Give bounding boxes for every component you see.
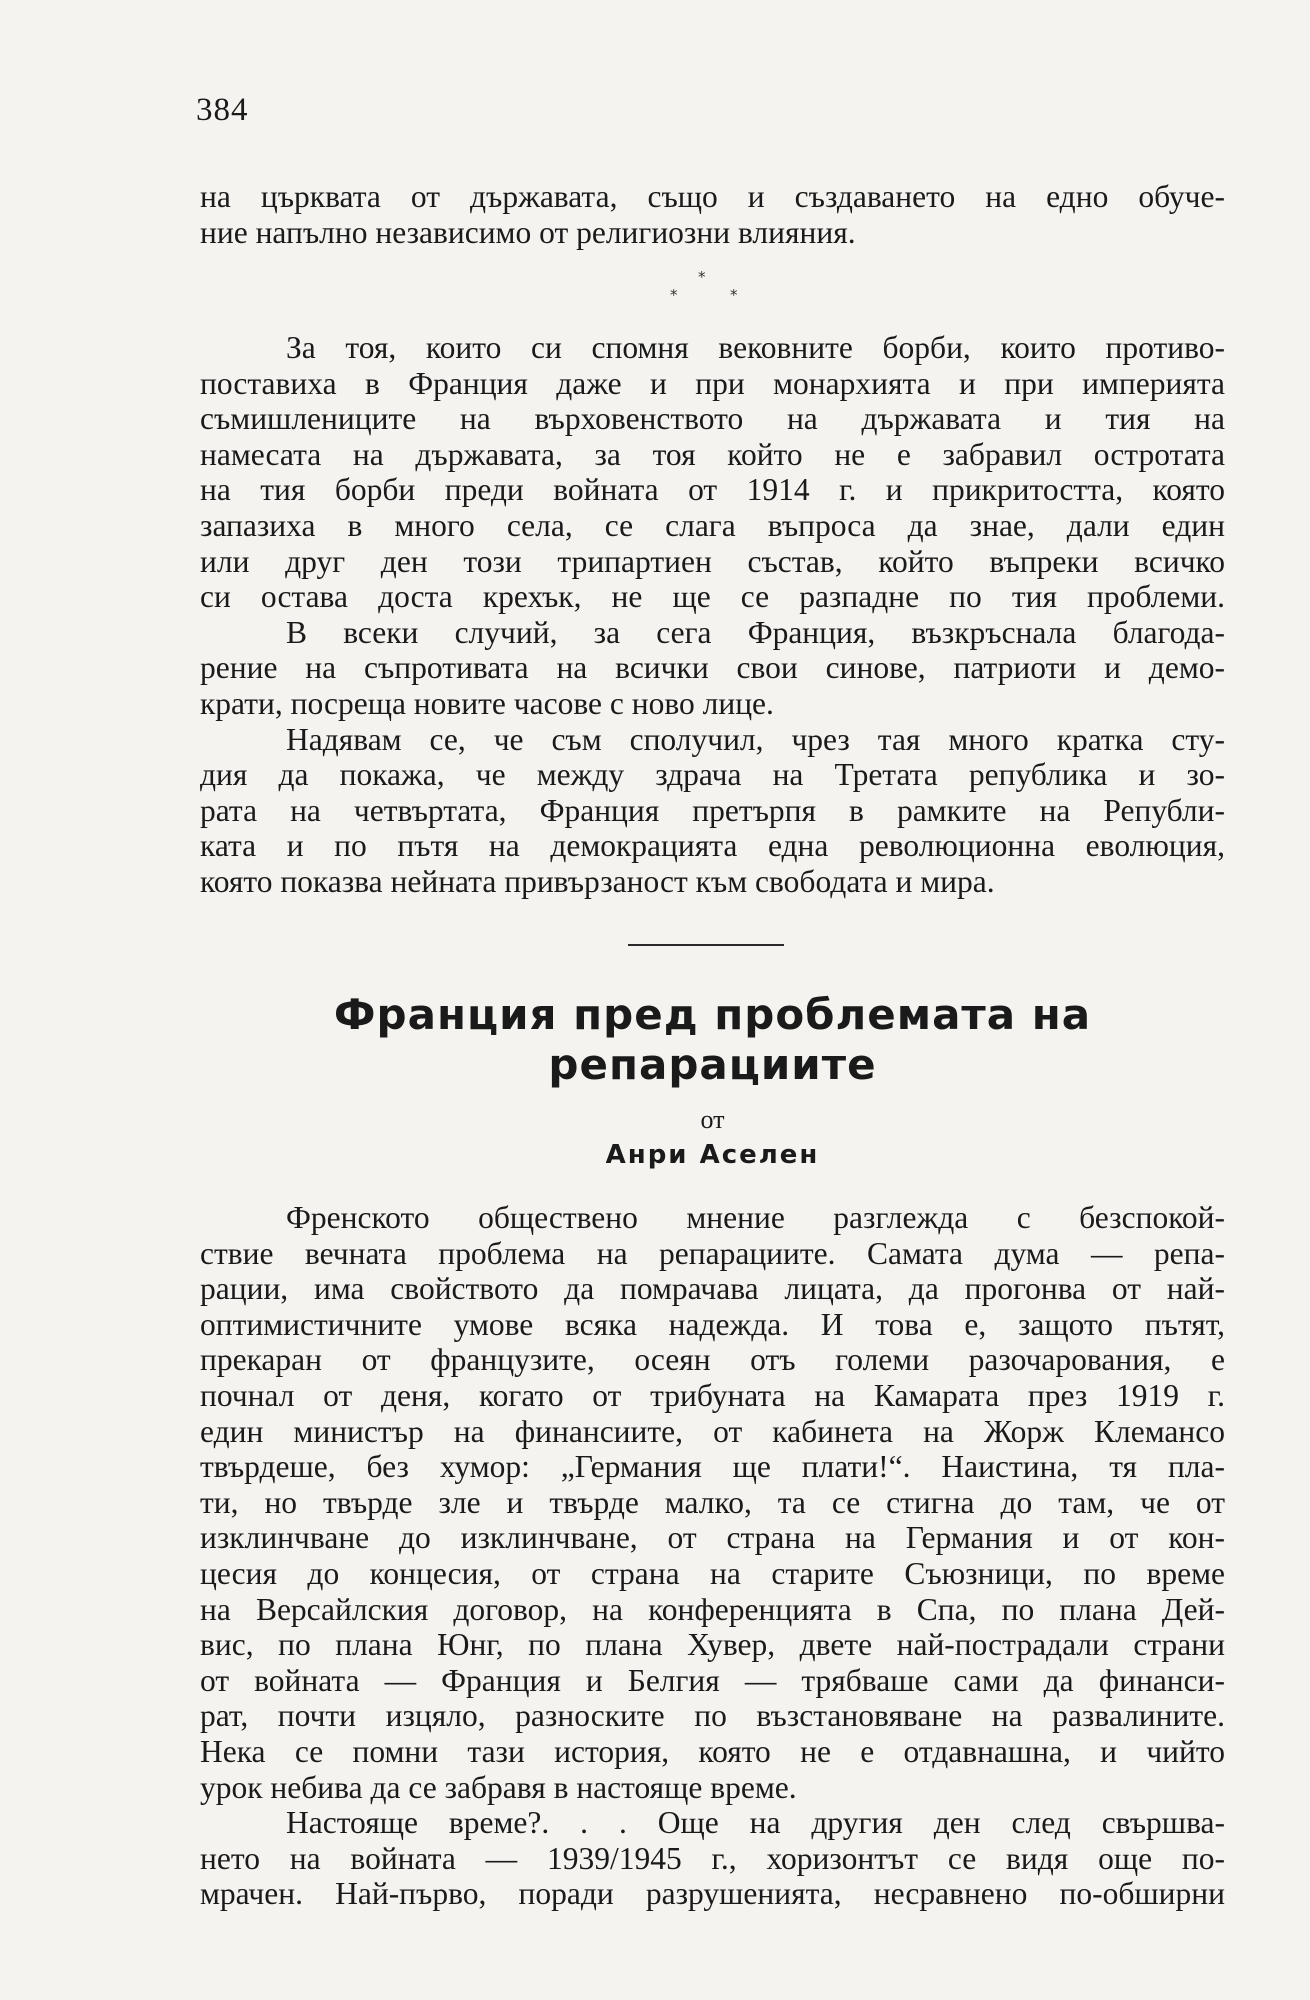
page-number: 384 [196, 92, 249, 128]
text-line: дия да покажа, че между здрача на Третата република и зо- [200, 757, 1225, 793]
text-line: В всеки случий, за сега Франция, възкръснала благода- [286, 614, 1225, 650]
paragraph [200, 1200, 1225, 1805]
text-line: рение на съпротивата на всички свои синове, патриоти и демо- [200, 650, 1225, 686]
byline-preposition: от [700, 1105, 725, 1134]
text-line: си остава доста крехък, не ще се разпадне по тия проблеми. [200, 579, 1225, 615]
text-line: Надявам се, че съм сполучил, чрез тая много кратка сту- [286, 721, 1225, 757]
text-line: ти, но твърде зле и твърде малко, та се стигна до там, че от [200, 1484, 1225, 1520]
article-title-line: репарациите [548, 1040, 877, 1089]
text-line: За тоя, които си спомня вековните борби, които противо- [286, 330, 1225, 365]
article-body [200, 1200, 1225, 1912]
continued-paragraph [200, 179, 1225, 250]
closing-section [200, 330, 1225, 900]
text-line: един министър на финансиите, от кабинета на Жорж Клемансо [200, 1413, 1225, 1449]
text-line: от войната — Франция и Белгия — трябваше сами да финанси- [200, 1662, 1225, 1698]
text-line: прекаран от французите, осеян отъ големи разочарования, е [200, 1342, 1225, 1378]
text-line: твърдеше, без хумор: „Германия ще плати!“. Наистина, тя пла- [200, 1449, 1225, 1485]
text-line: мрачен. Най-първо, поради разрушенията, несравнено по-обширни [200, 1876, 1225, 1912]
text-line: на Версайлския договор, на конференцията в Спа, по плана Дей- [200, 1591, 1225, 1627]
paragraph [200, 615, 1225, 722]
article-title-line: Франция пред проблемата на [333, 990, 1092, 1039]
text-line: нето на войната — 1939/1945 г., хоризонтът се видя още по- [200, 1840, 1225, 1876]
text-line: оптимистичните умове всяка надежда. И това е, защото пътят, [200, 1306, 1225, 1342]
text-line: изклинчване до изклинчване, от страна на Германия и от кон- [200, 1520, 1225, 1556]
text-line: урок небива да се забравя в настояще време. [200, 1769, 797, 1805]
text-line: Френското обществено мнение разглежда с безспокой- [286, 1200, 1225, 1235]
star-glyph: * [730, 286, 738, 304]
text-line: или друг ден този трипартиен състав, който въпреки всичко [200, 543, 1225, 579]
text-line: ствие вечната проблема на репарациите. Самата дума — репа- [200, 1235, 1225, 1271]
paragraph [200, 330, 1225, 615]
text-line: запазиха в много села, се слага въпроса да знае, дали един [200, 507, 1225, 543]
text-line: която показва нейната привързаност към свободата и мира. [200, 863, 995, 899]
text-line: вис, по плана Юнг, по плана Хувер, двете най-пострадали страни [200, 1627, 1225, 1663]
text-line: рат, почти изцяло, разноските по възстановяване на развалините. [200, 1698, 1225, 1734]
text-line: поставиха в Франция даже и при монархията и при империята [200, 365, 1225, 401]
text-line: Нека се помни тази история, която не е отдавнашна, и чийто [200, 1733, 1225, 1769]
text-line: на църквата от държавата, също и създаването на едно обуче- [200, 179, 1225, 214]
paragraph [200, 1805, 1225, 1912]
text-line: рации, има свойството да помрачава лицата, да прогонва от най- [200, 1271, 1225, 1307]
paragraph [200, 722, 1225, 900]
text-line: Настояще време?. . . Още на другия ден след свършва- [286, 1805, 1225, 1841]
text-line: намесата на държавата, за тоя който не е забравил остротата [200, 436, 1225, 472]
text-line: цесия до концесия, от страна на старите Съюзници, по време [200, 1555, 1225, 1591]
star-glyph: * [670, 286, 678, 304]
text-line: съмишлениците на върховенството на държавата и тия на [200, 401, 1225, 437]
text-line: ката и по пътя на демокрацията една революционна еволюция, [200, 828, 1225, 864]
author-name: Анри Аселен [605, 1140, 820, 1170]
section-divider [628, 944, 784, 946]
text-line: рата на четвъртата, Франция претърпя в рамките на Републи- [200, 792, 1225, 828]
text-line: крати, посреща новите часове с ново лице. [200, 685, 774, 721]
text-line: почнал от деня, когато от трибуната на Камарата през 1919 г. [200, 1377, 1225, 1413]
star-glyph: * [698, 268, 706, 286]
text-line: на тия борби преди войната от 1914 г. и прикритостта, която [200, 472, 1225, 508]
section-separator-stars [640, 268, 760, 308]
text-line: ние напълно независимо от религиозни влияния. [200, 214, 856, 250]
article-title [200, 990, 1225, 1090]
